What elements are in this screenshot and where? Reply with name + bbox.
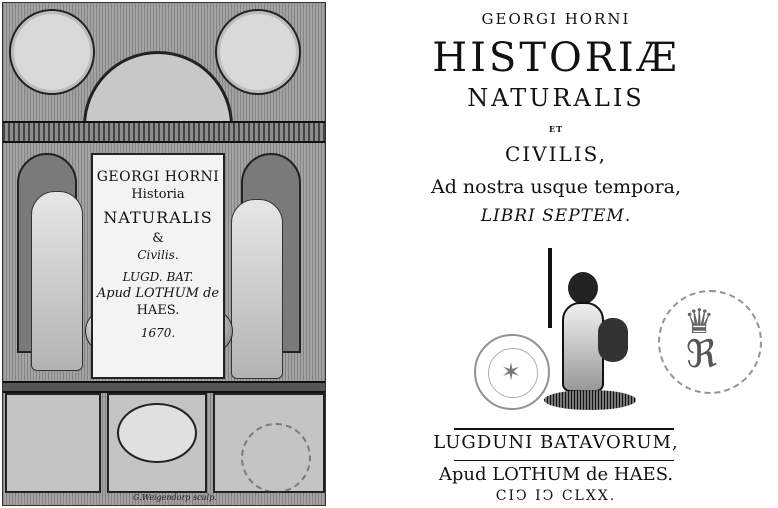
books-line: LIBRI SEPTEM. xyxy=(480,206,632,226)
right-allegorical-figure xyxy=(231,199,283,379)
library-stamp-icon xyxy=(241,423,311,493)
shield-icon xyxy=(598,318,628,362)
crown-icon: ♛ xyxy=(684,302,715,342)
engraver-credit: G.Weigendorp sculp. xyxy=(133,493,217,502)
plate-naturalis: NATURALIS xyxy=(103,208,213,227)
lions-medallion-icon xyxy=(9,9,95,95)
base-molding xyxy=(3,381,326,393)
frontispiece-engraving xyxy=(2,2,326,506)
title-page xyxy=(334,0,778,508)
plate-historia: Historia xyxy=(131,187,185,202)
cornice xyxy=(3,121,326,143)
ground-mound xyxy=(544,390,636,410)
plate-publisher: Apud LOTHUM de xyxy=(96,286,220,301)
sword-icon xyxy=(548,248,552,328)
left-allegorical-figure xyxy=(31,191,83,371)
bottom-panel-hunter xyxy=(5,393,101,493)
figure-head xyxy=(568,272,598,304)
imprint-city: LUGDUNI BATAVORUM, xyxy=(433,432,679,453)
imprint-date: CIↃ IↃ CLXX. xyxy=(495,488,617,504)
justice-with-sword-icon xyxy=(544,262,624,422)
top-rule xyxy=(454,428,674,430)
second-title: NATURALIS xyxy=(467,84,645,112)
main-title: HISTORIÆ xyxy=(432,35,680,81)
third-title: CIVILIS, xyxy=(504,142,608,166)
monogram-icon: ℜ xyxy=(686,332,717,376)
plate-place: LUGD. BAT. xyxy=(122,270,194,284)
plate-author: GEORGI HORNI xyxy=(96,169,220,185)
imprint-publisher: Apud LOTHUM de HAES. xyxy=(438,464,674,485)
plate-publisher-name: HAES. xyxy=(136,303,180,318)
conjunction: ET xyxy=(548,124,564,134)
plate-year: 1670. xyxy=(140,326,176,340)
frontispiece-title-plate xyxy=(91,153,225,379)
plate-civilis: Civilis. xyxy=(137,248,179,262)
unicorn-oval-icon xyxy=(117,403,197,463)
bottom-rule xyxy=(454,460,674,461)
star-stamp-icon: ✶ xyxy=(501,358,522,386)
author-line: GEORGI HORNI xyxy=(481,10,631,28)
subtitle: Ad nostra usque tempora, xyxy=(430,176,682,198)
plate-ampersand: & xyxy=(152,231,164,246)
double-eagle-crest-icon xyxy=(215,9,301,95)
